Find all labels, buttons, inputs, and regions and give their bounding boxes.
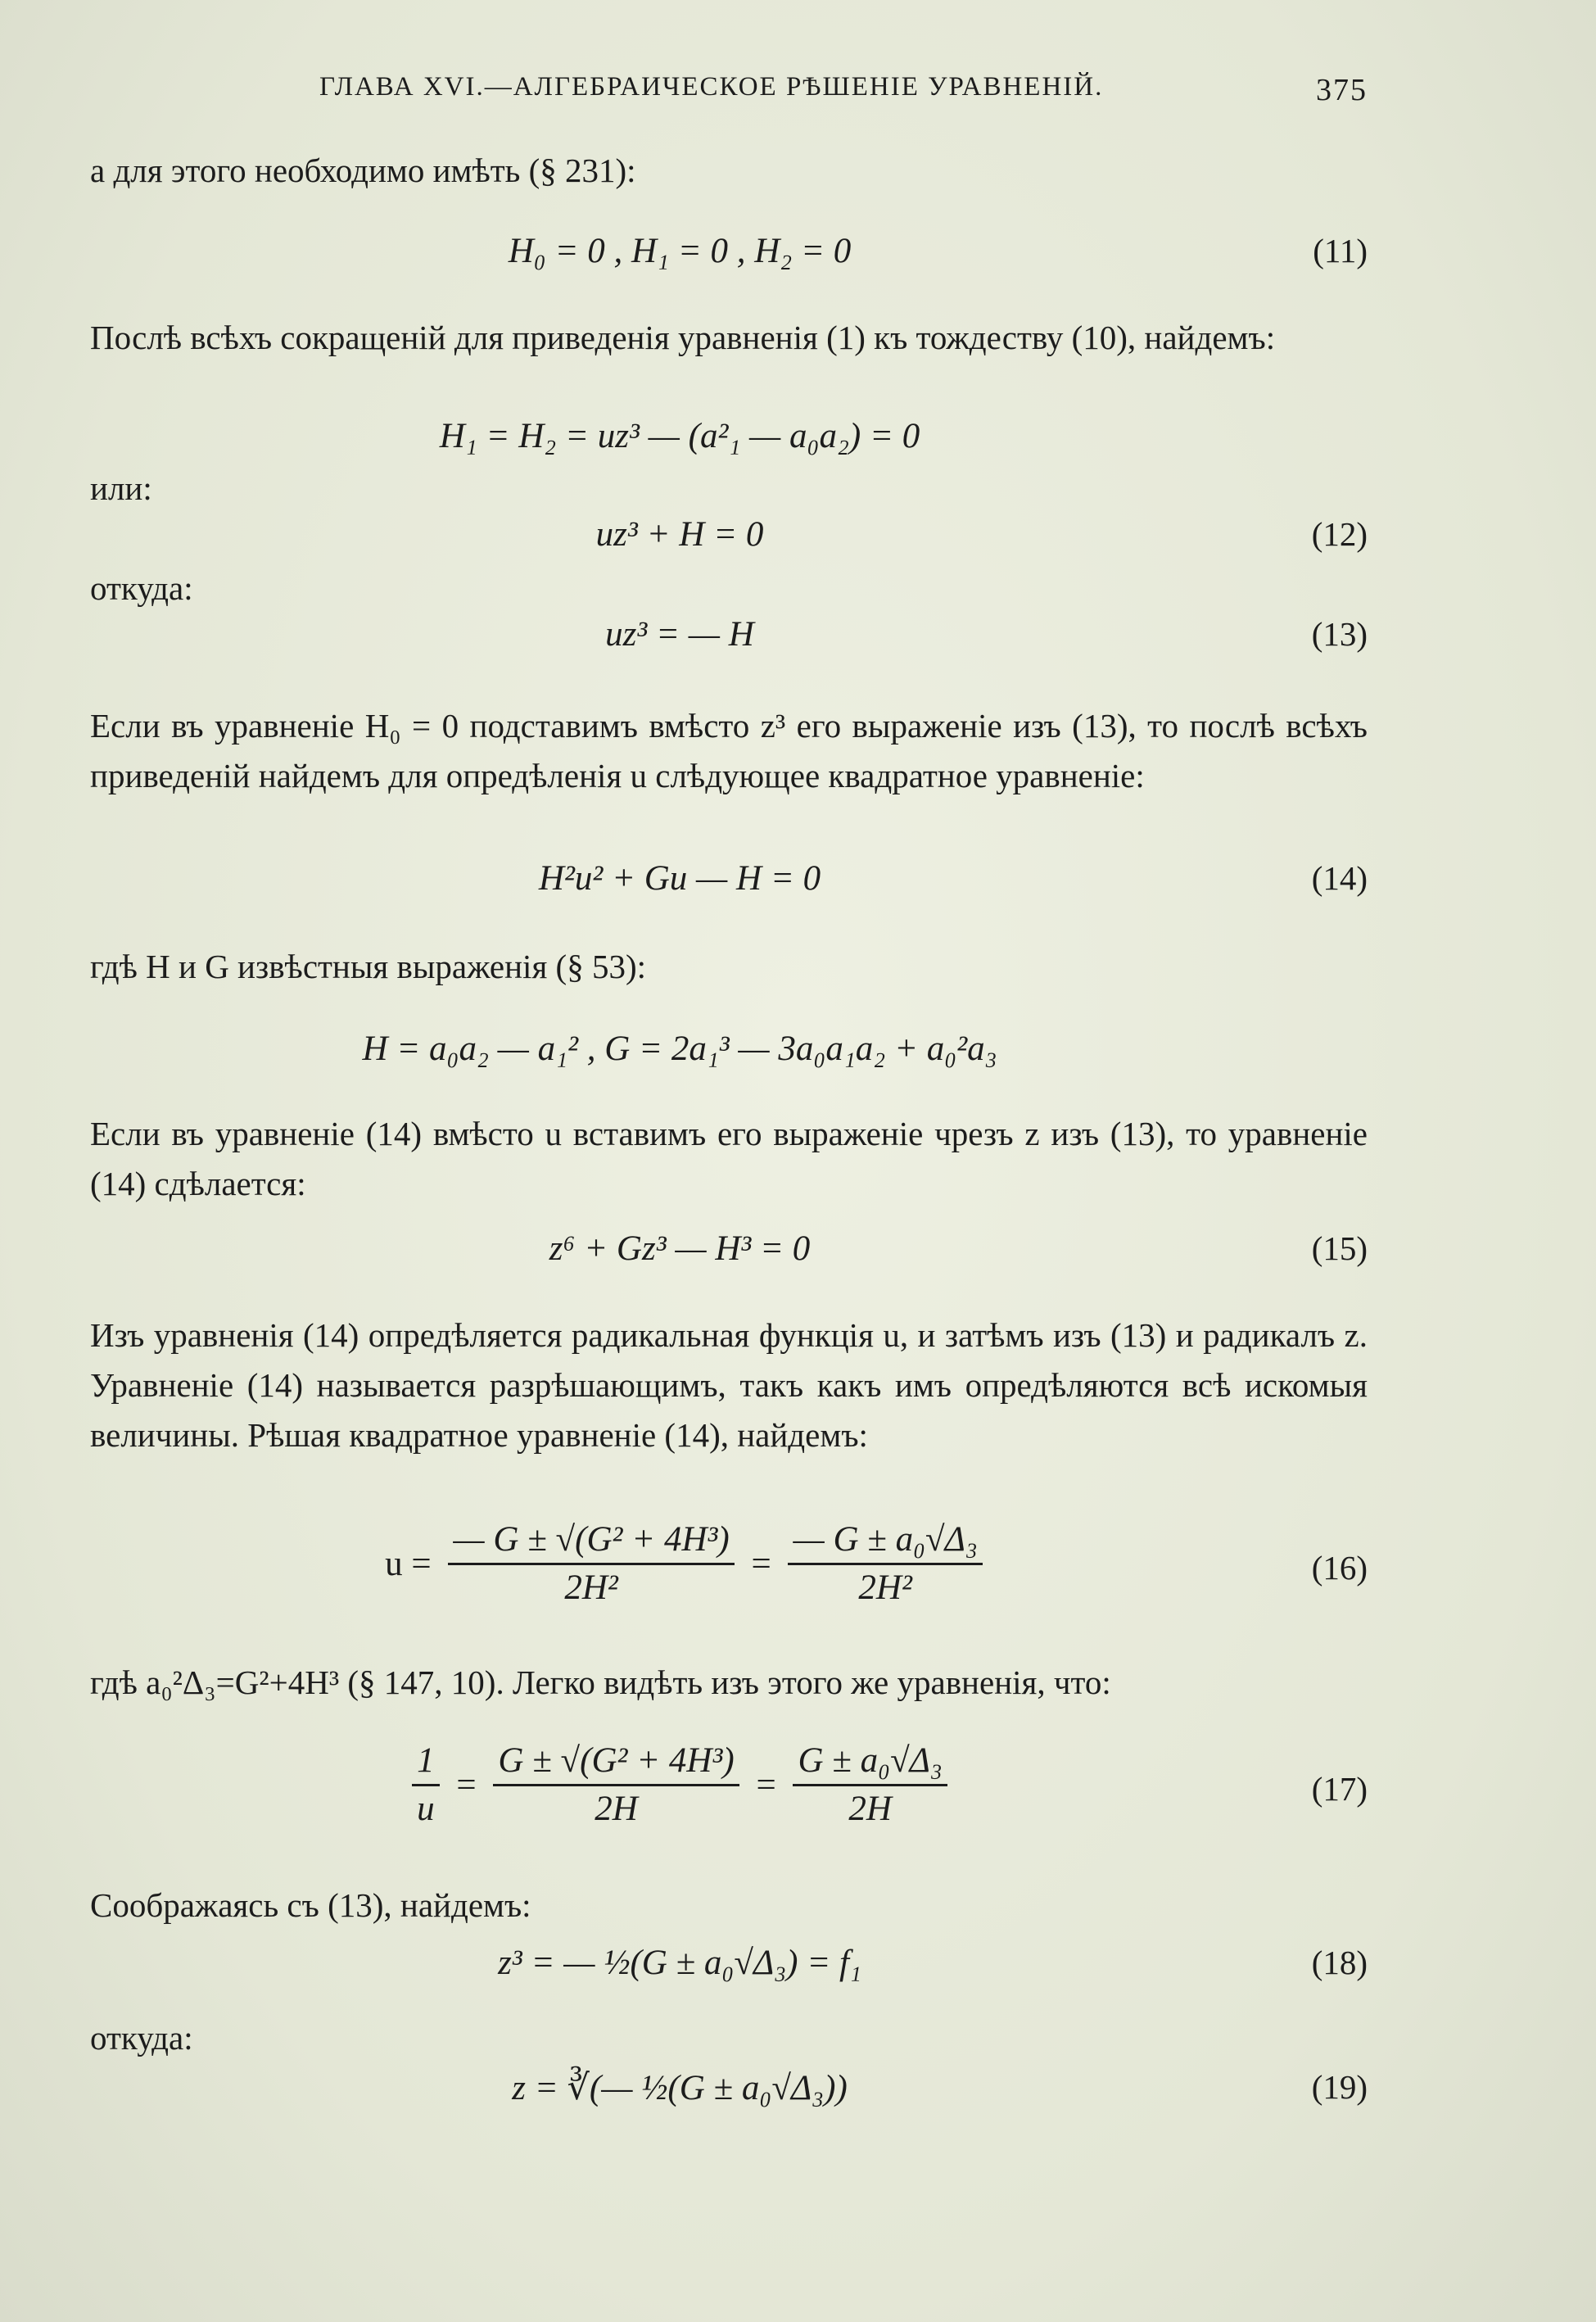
equation-17-lhs-num: 1 <box>412 1738 440 1786</box>
paragraph-7: Если въ уравненіе (14) вмѣсто u вставимъ его выраженіе чрезъ z изъ (13), то уравненіе (14) сдѣлается: <box>90 1115 1368 1202</box>
equation-11-expr: H₀ = 0 , H₁ = 0 , H₂ = 0 <box>508 232 852 270</box>
paragraph-3: или: <box>90 469 152 507</box>
equation-14-number: (14) <box>1311 859 1368 897</box>
equation-18 <box>90 1943 1368 1997</box>
chapter-title: ГЛАВА XVI.—АЛГЕБРАИЧЕСКОЕ РѢШЕНІЕ УРАВНЕНІЙ. <box>319 72 1104 102</box>
equation-13 <box>90 614 1368 668</box>
page-number: 375 <box>1316 73 1368 107</box>
equation-16-num-1: — G ± √(G² + 4H³) <box>448 1517 734 1565</box>
equation-17-number: (17) <box>1311 1770 1368 1808</box>
paragraph-11: откуда: <box>90 2019 193 2057</box>
equation-17-lhs-fraction <box>412 1738 440 1832</box>
paragraph-1: а для этого необходимо имѣть (§ 231): <box>90 152 636 189</box>
equation-17-lhs-den: u <box>417 1790 435 1828</box>
equation-16-den-1: 2H² <box>564 1568 618 1607</box>
equation-16-number: (16) <box>1311 1549 1368 1586</box>
equation-19 <box>90 2067 1368 2121</box>
equation-12 <box>90 514 1368 568</box>
equation-13-expr: uz³ = — H <box>605 615 754 654</box>
paragraph-6: гдѣ H и G извѣстныя выраженія (§ 53): <box>90 948 647 985</box>
equation-15-number: (15) <box>1311 1229 1368 1267</box>
equation-12-number: (12) <box>1311 515 1368 553</box>
equation-16-fraction-2 <box>788 1517 982 1611</box>
equation-11-number: (11) <box>1313 232 1368 269</box>
equation-14-expr: H²u² + Gu — H = 0 <box>538 859 821 898</box>
equation-17-den-1: 2H <box>595 1790 638 1828</box>
equation-19-expr: z = ∛(— ½(G ± a₀√Δ₃)) <box>512 2069 848 2107</box>
equation-18-number: (18) <box>1311 1944 1368 1981</box>
equation-19-number: (19) <box>1311 2068 1368 2106</box>
equation-16: u = $\frac{\text{— G ± √(G² + 4H³)}}{\text{2H²}}$ = $\frac{\text{— G ± a₀√Δ₃}}{\text{2H²}}$ (16) <box>90 1517 1368 1640</box>
equation-15-expr: z⁶ + Gz³ — H³ = 0 <box>549 1229 811 1268</box>
equation-17-fraction-2 <box>793 1738 947 1832</box>
paragraph-10: Соображаясь съ (13), найдемъ: <box>90 1886 531 1924</box>
equation-h1h2 <box>90 416 1368 470</box>
equation-13-number: (13) <box>1311 615 1368 653</box>
paragraph-9: гдѣ a₀²Δ₃=G²+4H³ (§ 147, 10). Легко видѣть изъ этого же уравненія, что: <box>90 1663 1111 1701</box>
equation-16-fraction-1 <box>448 1517 734 1611</box>
equation-16-num-2: — G ± a₀√Δ₃ <box>788 1517 982 1565</box>
equation-16-lhs: u = <box>385 1545 432 1583</box>
equation-17-num-1: G ± √(G² + 4H³) <box>493 1738 739 1786</box>
paragraph-2: Послѣ всѣхъ сокращеній для приведенія уравненія (1) къ тождеству (10), найдемъ: <box>90 319 1276 356</box>
equation-hg <box>90 1029 1368 1083</box>
paragraph-5: Если въ уравненіе H₀ = 0 подставимъ вмѣсто z³ его выраженіе изъ (13), то послѣ всѣхъ приведеній найдемъ для опредѣленія u слѣдующее квадратное уравненіе: <box>90 707 1368 794</box>
equation-17-num-2: G ± a₀√Δ₃ <box>793 1738 947 1786</box>
equation-17-fraction-1 <box>493 1738 739 1832</box>
equation-11 <box>90 231 1368 285</box>
equation-14 <box>90 858 1368 912</box>
equation-18-expr: z³ = — ½(G ± a₀√Δ₃) = f₁ <box>498 1944 861 1982</box>
running-header <box>90 72 1368 113</box>
equation-h1h2-expr: H₁ = H₂ = uz³ — (a²₁ — a₀a₂) = 0 <box>439 417 920 455</box>
equation-12-expr: uz³ + H = 0 <box>595 515 764 554</box>
equation-16-den-2: 2H² <box>858 1568 912 1607</box>
equation-15 <box>90 1229 1368 1283</box>
equation-hg-expr: H = a₀a₂ — a₁² , G = 2a₁³ — 3a₀a₁a₂ + a₀²a₃ <box>362 1030 997 1068</box>
equation-17-den-2: 2H <box>848 1790 892 1828</box>
paragraph-4: откуда: <box>90 569 193 607</box>
paragraph-8: Изъ уравненія (14) опредѣляется радикальная функція u, и затѣмъ изъ (13) и радикалъ z. Уравненіе (14) называется разрѣшающимъ, такъ какъ имъ опредѣляются всѣ искомыя величины. Рѣшая квадратное уравненіе (14), найдемъ: <box>90 1316 1368 1454</box>
equation-17: $\frac{1}{u}$ = $\frac{\text{G ± √(G² + 4H³)}}{2H}$ = $\frac{\text{G ± a₀√Δ₃}}{2H}$ (17) <box>90 1738 1368 1861</box>
